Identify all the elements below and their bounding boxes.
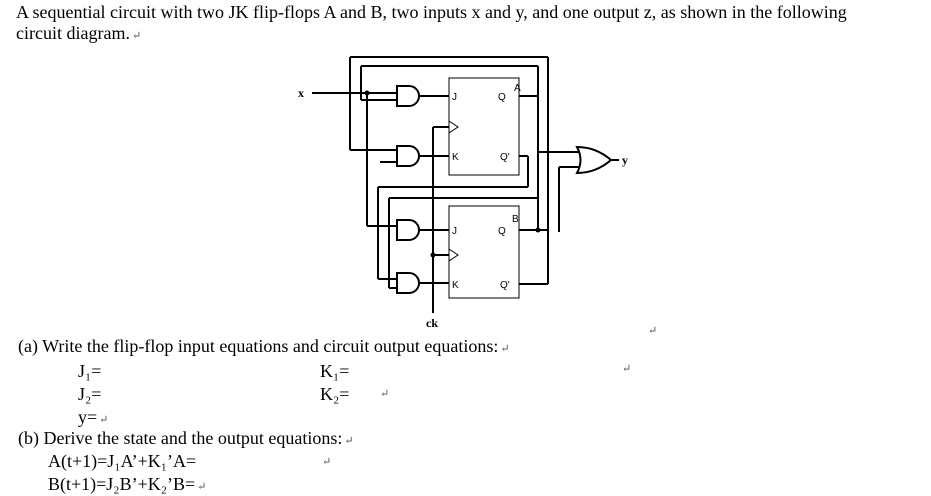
or-gate [577, 147, 611, 173]
return-mark: ↵ [322, 456, 332, 468]
return-mark: ↵ [380, 388, 390, 400]
ff-a-j-label: J [452, 92, 457, 103]
and-gate-k2 [397, 273, 419, 293]
return-mark: ↵ [648, 325, 658, 337]
ff-b-q-label: Q [498, 226, 506, 237]
ff-b-j-label: J [452, 226, 457, 237]
return-mark: ↵ [622, 363, 632, 375]
input-x-label: x [298, 86, 304, 100]
junction-dot [431, 253, 436, 258]
return-mark: ↵ [344, 435, 354, 447]
intro-line-2-text: circuit diagram. [16, 23, 130, 43]
ff-b-k-label: K [452, 280, 459, 291]
return-mark: ↵ [99, 414, 109, 426]
k1-equation: K₁= [320, 361, 350, 381]
junction-dot [365, 91, 370, 96]
part-a-prompt [18, 337, 510, 355]
intro-line-1: A sequential circuit with two JK flip-flops A and B, two inputs x and y, and one output z, as shown in the following [16, 2, 847, 22]
part-b-prompt-text: (b) Derive the state and the output equations: [18, 428, 343, 448]
ff-a-q-label: Q [498, 92, 506, 103]
ff-a-name: A [514, 83, 521, 94]
clock-triangle-a [449, 121, 458, 133]
b-next-equation-text: B(t+1)=J₂B’+K₂’B= [48, 474, 196, 494]
part-b-prompt [18, 429, 354, 447]
return-mark: ↵ [131, 30, 142, 42]
return-mark: ↵ [197, 481, 207, 493]
a-next-equation: A(t+1)=J₁A’+K₁’A= [48, 451, 197, 471]
clock-triangle-b [449, 249, 458, 261]
and-gate-k1 [397, 146, 419, 166]
return-mark: ↵ [500, 343, 510, 355]
output-y-label: y [622, 153, 628, 167]
ff-b-name: B [512, 214, 519, 225]
b-next-equation [48, 475, 206, 493]
part-a-prompt-text: (a) Write the flip-flop input equations and circuit output equations: [18, 336, 499, 356]
junction-dot [536, 228, 541, 233]
ff-a-k-label: K [452, 152, 459, 163]
y-equation-text: y= [78, 407, 98, 427]
j2-equation: J₂= [78, 384, 102, 404]
j1-equation: J₁= [78, 361, 102, 381]
clock-label: ck [426, 316, 438, 330]
k2-equation: K₂= [320, 384, 350, 404]
y-equation [78, 408, 108, 426]
and-gate-j2 [397, 220, 419, 240]
and-gate-j1 [397, 86, 419, 106]
ff-b-qn-label: Q' [500, 280, 510, 291]
ff-a-qn-label: Q' [500, 152, 510, 163]
